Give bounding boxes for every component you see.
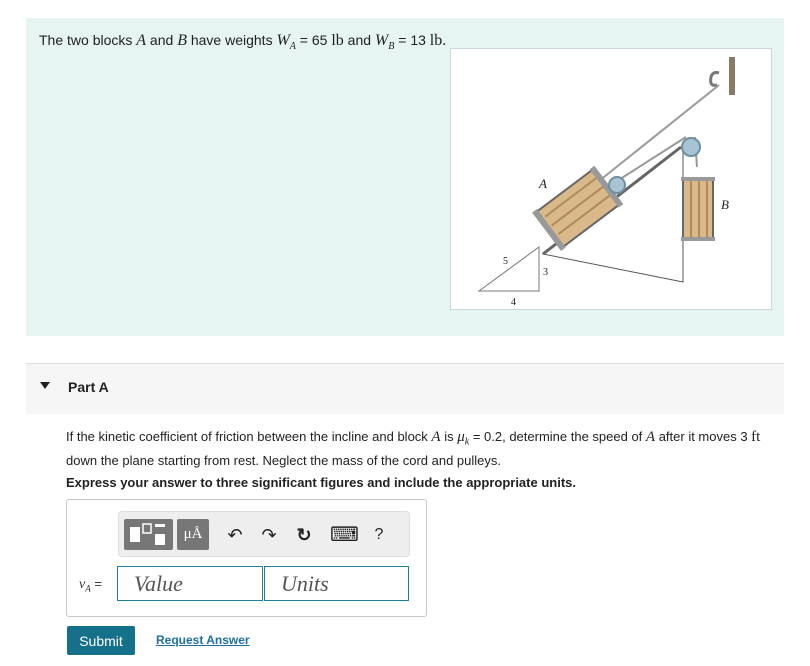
answer-instruction: Express your answer to three significant figures and include the appropriate units. <box>66 475 576 490</box>
wb-subscript: B <box>388 40 395 52</box>
slope-triangle <box>479 247 539 291</box>
wb-unit: lb. <box>429 32 447 49</box>
question-text: If the kinetic coefficient of friction between the incline and block A is $\mu_k = 0.2$, determine the speed of A after it moves 3 ft down the plane starting from rest. Neglect the mass of the cord and pulleys. <box>66 429 761 468</box>
math-toolbar <box>118 511 410 557</box>
mu-symbol: μ <box>457 429 465 445</box>
wb-symbol: W <box>374 32 389 49</box>
answer-box <box>66 499 427 617</box>
problem-text <box>39 32 446 52</box>
text-have-weights: have weights <box>186 32 277 48</box>
wall-hook <box>711 73 719 86</box>
templates-icon <box>124 519 173 550</box>
units-button[interactable]: μÅ <box>177 519 209 550</box>
templates-button[interactable] <box>124 519 173 550</box>
text-and-2: and <box>343 32 375 48</box>
reset-icon[interactable]: ↻ <box>296 525 312 545</box>
text-intro: The two blocks <box>39 32 137 48</box>
slope-label-3: 3 <box>543 267 548 278</box>
submit-button[interactable]: Submit <box>67 626 135 655</box>
text-block-a: A <box>136 32 147 49</box>
units-input[interactable] <box>264 566 409 601</box>
answer-variable-label: $v_A$ = <box>79 576 102 594</box>
part-a-header[interactable] <box>26 363 784 414</box>
collapse-caret-icon[interactable] <box>40 382 50 389</box>
wa-subscript: A <box>289 40 296 52</box>
undo-icon[interactable]: ↶ <box>227 525 243 545</box>
figure-label-a: A <box>539 176 547 191</box>
problem-figure <box>450 48 772 310</box>
help-icon[interactable]: ? <box>374 526 384 543</box>
wa-value: = 65 <box>295 32 332 48</box>
pulley-fixed <box>682 138 700 156</box>
slope-label-5: 5 <box>503 256 508 267</box>
wa-unit: lb <box>331 32 344 49</box>
wall <box>729 57 735 95</box>
problem-statement <box>26 18 784 336</box>
request-answer-link[interactable]: Request Answer <box>156 633 250 647</box>
wa-symbol: W <box>276 32 290 49</box>
redo-icon[interactable]: ↷ <box>261 525 277 545</box>
text-block-b: B <box>177 32 187 49</box>
keyboard-icon[interactable]: ⌨ <box>330 524 359 546</box>
wb-value: = 13 <box>394 32 430 48</box>
pulley-moving <box>609 177 625 193</box>
incline-pulley-diagram <box>451 49 771 309</box>
slope-label-4: 4 <box>511 297 516 308</box>
figure-label-b: B <box>721 197 729 212</box>
text-and: and <box>146 32 178 48</box>
value-input[interactable] <box>117 566 263 601</box>
part-title: Part A <box>68 379 109 395</box>
block-b <box>681 177 715 241</box>
